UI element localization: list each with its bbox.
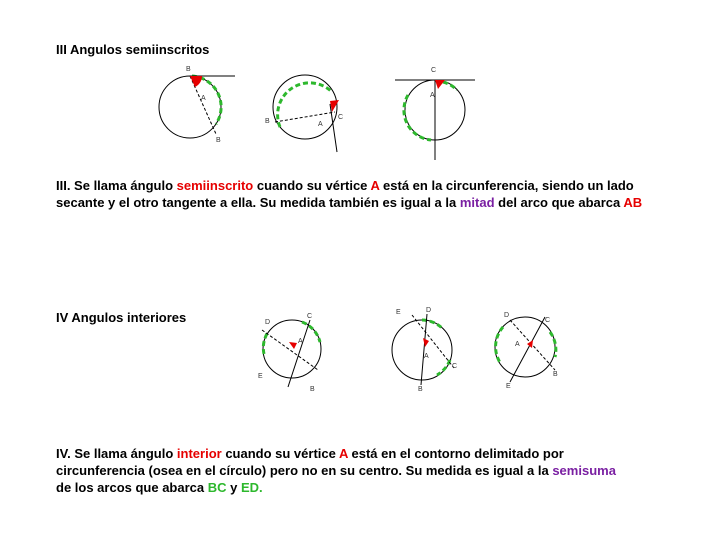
label-b: B (310, 386, 315, 393)
label-e: E (506, 383, 511, 390)
label-b: B (553, 371, 558, 378)
label-b: B (418, 386, 423, 393)
label-a: A (515, 341, 520, 348)
label-a: A (430, 92, 435, 99)
figure-interior-2 (382, 300, 472, 395)
label-a: A (424, 353, 429, 360)
label-d: D (265, 319, 271, 326)
label-a: A (201, 95, 206, 102)
label-c: C (338, 114, 344, 121)
figure-interior-1 (250, 302, 340, 392)
section-4-paragraph: IV. Se llama ángulo interior cuando su vértice A está en el contorno delimitado por circunferencia (osea en el círculo) pero no en su centro. Su medida es igual a la semisuma de los arcos que abarca BC y ED. (56, 446, 616, 495)
label-a: A (298, 338, 303, 345)
figure-semiinscrito-1 (150, 62, 245, 152)
label-c: C (452, 363, 458, 370)
section-4-heading: IV Angulos interiores (56, 310, 187, 325)
label-b: B (265, 118, 270, 125)
label-d: D (504, 312, 510, 319)
figure-semiinscrito-2 (260, 62, 350, 152)
label-d: D (426, 307, 432, 314)
section-3-heading: III Angulos semiinscritos (56, 42, 210, 57)
label-b-bottom: B (216, 137, 221, 144)
label-e: E (396, 309, 401, 316)
label-b-top: B (186, 66, 191, 73)
label-c: C (431, 67, 437, 74)
figure-interior-3 (495, 302, 585, 392)
label-a: A (318, 121, 323, 128)
figure-semiinscrito-3 (395, 60, 485, 150)
section-3-paragraph: III. Se llama ángulo semiinscrito cuando su vértice A está en la circunferencia, siendo un lado secante y el otro tangente a ella. Su medida también es igual a la mitad del arco que abarca AB (56, 178, 643, 210)
label-c: C (545, 317, 551, 324)
label-c: C (307, 313, 313, 320)
label-e: E (258, 373, 263, 380)
